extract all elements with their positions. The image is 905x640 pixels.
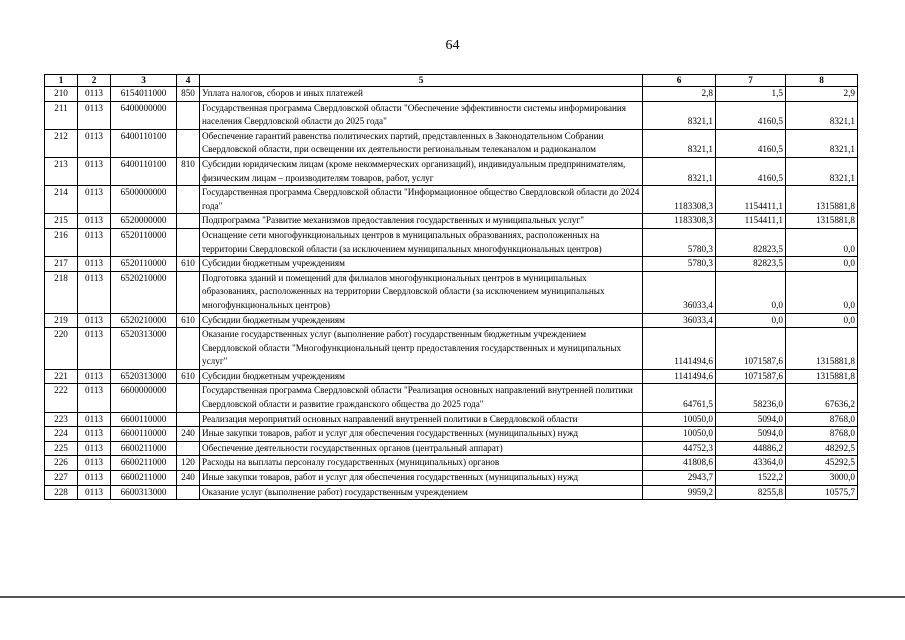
amount-cell-6: 5780,3 [643,228,716,256]
amount-cell-7: 5094,0 [716,412,786,427]
table-row [45,186,858,214]
table-row [45,257,858,272]
amount-cell-6: 1183308,3 [643,214,716,229]
expense-type-cell [177,214,200,229]
table-row [45,271,858,313]
column-header: 2 [78,75,111,87]
amount-cell-6: 1141494,6 [643,369,716,384]
description-cell: Субсидии бюджетным учреждениям [200,257,643,272]
amount-cell-7: 1154411,1 [716,214,786,229]
amount-cell-8: 8321,1 [786,129,858,157]
amount-cell-6: 1183308,3 [643,186,716,214]
target-article-cell: 6600000000 [111,384,177,412]
target-article-cell: 6520000000 [111,214,177,229]
amount-cell-6: 9959,2 [643,485,716,500]
section-code-cell: 0113 [78,186,111,214]
expense-type-cell: 610 [177,369,200,384]
table-row [45,369,858,384]
target-article-cell: 6520110000 [111,257,177,272]
description-cell: Обеспечение гарантий равенства политических партий, представленных в Законодательном Собрании Свердловской области, при освещении их деятельности региональным телеканалом и радиоканалом [200,129,643,157]
table-row [45,456,858,471]
row-number-cell: 211 [45,101,78,129]
table-row [45,157,858,185]
amount-cell-8: 10575,7 [786,485,858,500]
page-bottom-edge [0,596,905,598]
section-code-cell: 0113 [78,157,111,185]
amount-cell-8: 8321,1 [786,101,858,129]
amount-cell-6: 8321,1 [643,101,716,129]
amount-cell-6: 8321,1 [643,129,716,157]
description-cell: Государственная программа Свердловской области "Реализация основных направлений внутренней политики Свердловской области и развитие гражданского общества до 2025 года" [200,384,643,412]
expense-type-cell [177,485,200,500]
target-article-cell: 6520313000 [111,369,177,384]
section-code-cell: 0113 [78,101,111,129]
amount-cell-6: 2,8 [643,87,716,102]
expense-type-cell [177,129,200,157]
expense-type-cell: 610 [177,257,200,272]
table-row [45,485,858,500]
table-row [45,129,858,157]
description-cell: Реализация мероприятий основных направлений внутренней политики в Свердловской области [200,412,643,427]
row-number-cell: 221 [45,369,78,384]
amount-cell-7: 4160,5 [716,129,786,157]
row-number-cell: 218 [45,271,78,313]
row-number-cell: 214 [45,186,78,214]
amount-cell-6: 41808,6 [643,456,716,471]
amount-cell-7: 82823,5 [716,228,786,256]
amount-cell-8: 8768,0 [786,412,858,427]
row-number-cell: 216 [45,228,78,256]
amount-cell-8: 45292,5 [786,456,858,471]
row-number-cell: 215 [45,214,78,229]
section-code-cell: 0113 [78,271,111,313]
amount-cell-7: 1071587,6 [716,369,786,384]
target-article-cell: 6600110000 [111,427,177,442]
amount-cell-8: 2,9 [786,87,858,102]
section-code-cell: 0113 [78,87,111,102]
section-code-cell: 0113 [78,456,111,471]
amount-cell-6: 5780,3 [643,257,716,272]
amount-cell-8: 1315881,8 [786,214,858,229]
description-cell: Иные закупки товаров, работ и услуг для обеспечения государственных (муниципальных) нужд [200,471,643,486]
target-article-cell: 6520313000 [111,328,177,370]
description-cell: Иные закупки товаров, работ и услуг для обеспечения государственных (муниципальных) нужд [200,427,643,442]
description-cell: Подготовка зданий и помещений для филиалов многофункциональных центров в муниципальных образованиях, расположенных на территории Свердловской области (за исключением муниципальных многофункциональных центров) [200,271,643,313]
amount-cell-8: 48292,5 [786,441,858,456]
table-row [45,384,858,412]
table-row [45,313,858,328]
table-row [45,101,858,129]
amount-cell-7: 4160,5 [716,157,786,185]
column-header: 6 [643,75,716,87]
column-header: 3 [111,75,177,87]
amount-cell-8: 1315881,8 [786,186,858,214]
description-cell: Субсидии бюджетным учреждениям [200,369,643,384]
expense-type-cell: 240 [177,427,200,442]
target-article-cell: 6600211000 [111,471,177,486]
amount-cell-7: 82823,5 [716,257,786,272]
section-code-cell: 0113 [78,228,111,256]
amount-cell-7: 0,0 [716,313,786,328]
target-article-cell: 6400110100 [111,157,177,185]
amount-cell-7: 1522,2 [716,471,786,486]
amount-cell-7: 5094,0 [716,427,786,442]
amount-cell-6: 10050,0 [643,412,716,427]
row-number-cell: 212 [45,129,78,157]
amount-cell-7: 1,5 [716,87,786,102]
budget-table [44,74,858,500]
section-code-cell: 0113 [78,427,111,442]
target-article-cell: 6600313000 [111,485,177,500]
table-row [45,214,858,229]
column-header: 4 [177,75,200,87]
description-cell: Подпрограмма "Развитие механизмов предоставления государственных и муниципальных услуг" [200,214,643,229]
table-row [45,471,858,486]
description-cell: Уплата налогов, сборов и иных платежей [200,87,643,102]
section-code-cell: 0113 [78,485,111,500]
amount-cell-7: 58236,0 [716,384,786,412]
expense-type-cell [177,228,200,256]
row-number-cell: 213 [45,157,78,185]
amount-cell-7: 1071587,6 [716,328,786,370]
target-article-cell: 6520210000 [111,313,177,328]
row-number-cell: 210 [45,87,78,102]
table-row [45,412,858,427]
row-number-cell: 219 [45,313,78,328]
expense-type-cell [177,186,200,214]
amount-cell-7: 43364,0 [716,456,786,471]
amount-cell-6: 8321,1 [643,157,716,185]
expense-type-cell: 810 [177,157,200,185]
table-row [45,427,858,442]
description-cell: Оснащение сети многофункциональных центров в муниципальных образованиях, расположенных на территории Свердловской области (за исключением муниципальных многофункциональных центров) [200,228,643,256]
amount-cell-8: 8768,0 [786,427,858,442]
section-code-cell: 0113 [78,313,111,328]
target-article-cell: 6500000000 [111,186,177,214]
section-code-cell: 0113 [78,441,111,456]
target-article-cell: 6154011000 [111,87,177,102]
amount-cell-7: 1154411,1 [716,186,786,214]
expense-type-cell: 610 [177,313,200,328]
target-article-cell: 6520210000 [111,271,177,313]
section-code-cell: 0113 [78,369,111,384]
expense-type-cell [177,412,200,427]
row-number-cell: 226 [45,456,78,471]
amount-cell-6: 2943,7 [643,471,716,486]
row-number-cell: 220 [45,328,78,370]
page-number: 64 [445,38,460,53]
description-cell: Оказание услуг (выполнение работ) государственным учреждением [200,485,643,500]
amount-cell-6: 64761,5 [643,384,716,412]
expense-type-cell [177,328,200,370]
table-body [45,87,858,500]
column-header: 8 [786,75,858,87]
amount-cell-8: 1315881,8 [786,328,858,370]
target-article-cell: 6400000000 [111,101,177,129]
target-article-cell: 6600211000 [111,441,177,456]
expense-type-cell [177,441,200,456]
expense-type-cell [177,271,200,313]
description-cell: Субсидии юридическим лицам (кроме некоммерческих организаций), индивидуальным предпринимателям, физическим лицам – производителям товаров, работ, услуг [200,157,643,185]
row-number-cell: 223 [45,412,78,427]
amount-cell-8: 3000,0 [786,471,858,486]
section-code-cell: 0113 [78,129,111,157]
table-row [45,87,858,102]
amount-cell-8: 1315881,8 [786,369,858,384]
expense-type-cell: 120 [177,456,200,471]
expense-type-cell: 240 [177,471,200,486]
row-number-cell: 227 [45,471,78,486]
section-code-cell: 0113 [78,257,111,272]
row-number-cell: 225 [45,441,78,456]
table-row [45,441,858,456]
amount-cell-8: 8321,1 [786,157,858,185]
row-number-cell: 222 [45,384,78,412]
target-article-cell: 6600110000 [111,412,177,427]
section-code-cell: 0113 [78,471,111,486]
section-code-cell: 0113 [78,328,111,370]
target-article-cell: 6520110000 [111,228,177,256]
description-cell: Обеспечение деятельности государственных органов (центральный аппарат) [200,441,643,456]
amount-cell-8: 67636,2 [786,384,858,412]
amount-cell-8: 0,0 [786,271,858,313]
target-article-cell: 6600211000 [111,456,177,471]
row-number-cell: 224 [45,427,78,442]
description-cell: Государственная программа Свердловской области "Обеспечение эффективности системы информирования населения Свердловской области до 2025 года" [200,101,643,129]
table-row [45,328,858,370]
amount-cell-6: 36033,4 [643,271,716,313]
amount-cell-7: 4160,5 [716,101,786,129]
expense-type-cell [177,101,200,129]
column-header: 5 [200,75,643,87]
amount-cell-7: 44886,2 [716,441,786,456]
amount-cell-8: 0,0 [786,228,858,256]
amount-cell-6: 10050,0 [643,427,716,442]
description-cell: Государственная программа Свердловской области "Информационное общество Свердловской области до 2024 года" [200,186,643,214]
header-row [45,75,858,87]
amount-cell-7: 8255,8 [716,485,786,500]
amount-cell-7: 0,0 [716,271,786,313]
target-article-cell: 6400110100 [111,129,177,157]
column-header: 7 [716,75,786,87]
expense-type-cell [177,384,200,412]
amount-cell-8: 0,0 [786,313,858,328]
description-cell: Оказание государственных услуг (выполнение работ) государственным бюджетным учреждением Свердловской области "Многофункциональный центр предоставления государственных и муниципальных услуг" [200,328,643,370]
column-header: 1 [45,75,78,87]
amount-cell-6: 36033,4 [643,313,716,328]
row-number-cell: 217 [45,257,78,272]
amount-cell-6: 44752,3 [643,441,716,456]
expense-type-cell: 850 [177,87,200,102]
description-cell: Субсидии бюджетным учреждениям [200,313,643,328]
section-code-cell: 0113 [78,384,111,412]
amount-cell-6: 1141494,6 [643,328,716,370]
row-number-cell: 228 [45,485,78,500]
description-cell: Расходы на выплаты персоналу государственных (муниципальных) органов [200,456,643,471]
table-row [45,228,858,256]
section-code-cell: 0113 [78,412,111,427]
amount-cell-8: 0,0 [786,257,858,272]
section-code-cell: 0113 [78,214,111,229]
